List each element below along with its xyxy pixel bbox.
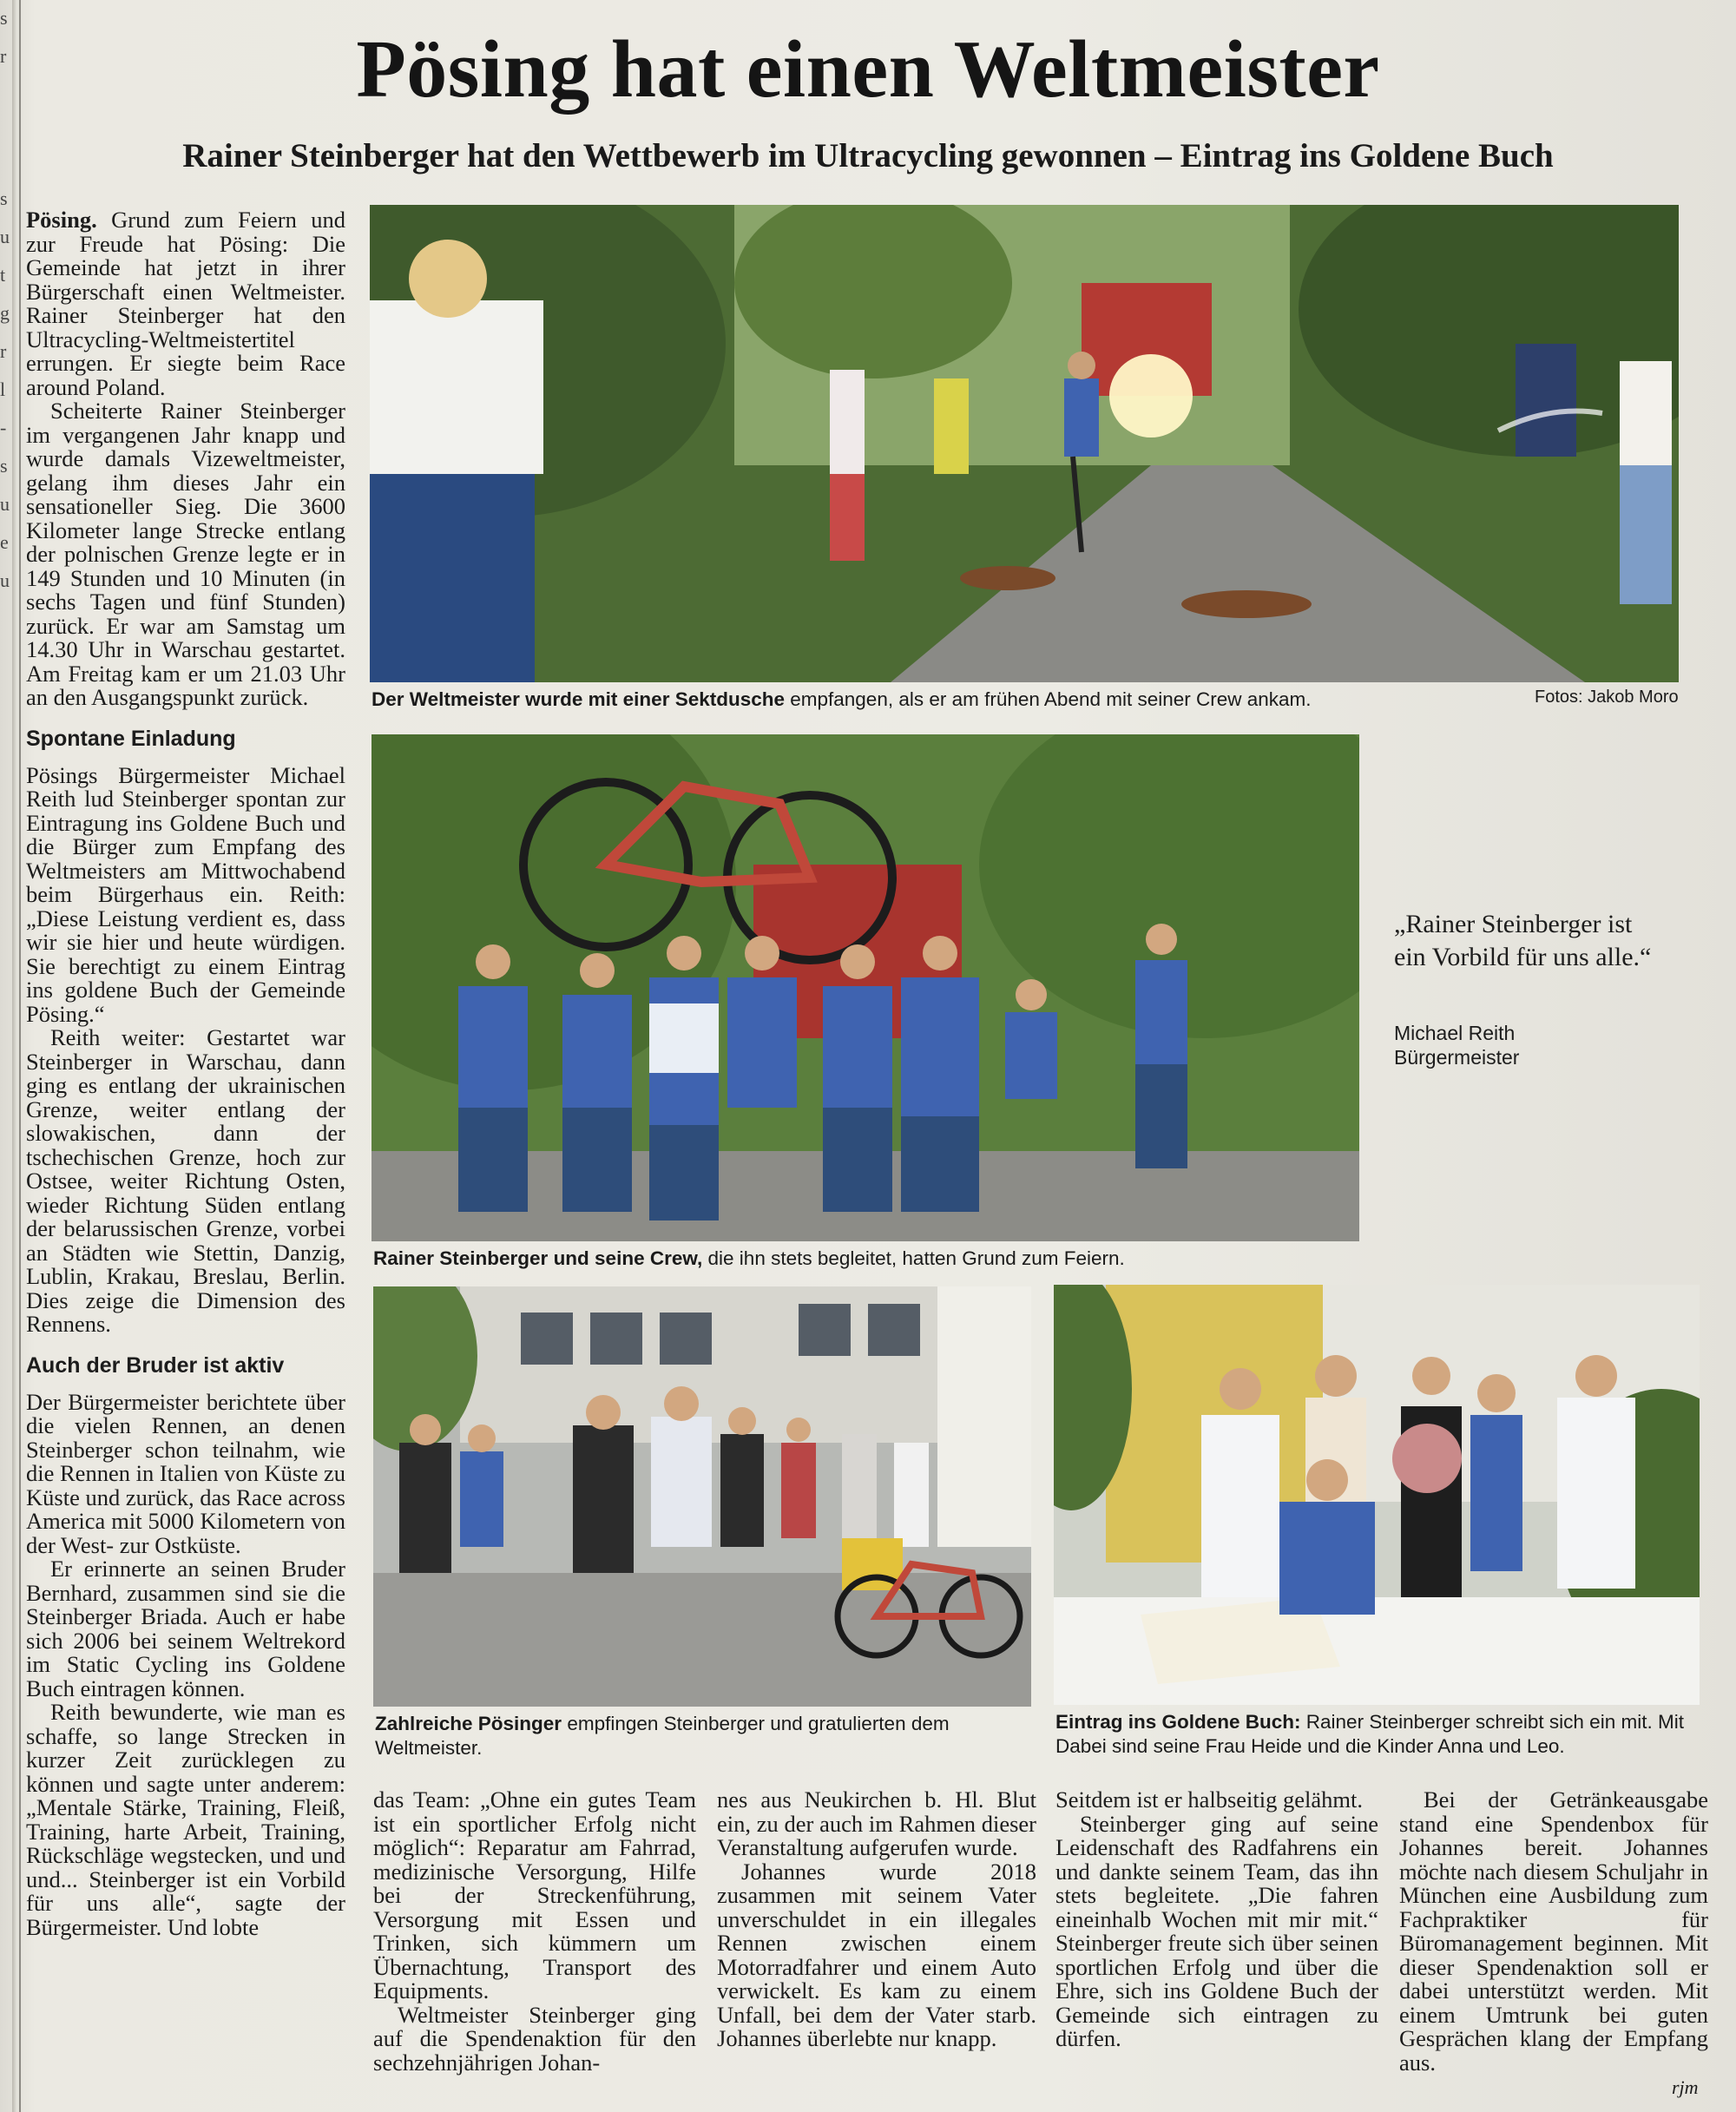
edge-fragment-letter: r	[0, 340, 7, 362]
adjacent-column-fragment	[0, 0, 12, 2112]
photo-caption-2: Rainer Steinberger und seine Crew, die ihn stets begleitet, hatten Grund zum Feiern.	[373, 1247, 1125, 1269]
page-fold-shadow	[12, 0, 17, 2112]
photo-golden-book-signing	[1054, 1285, 1700, 1705]
photo-champagne-shower	[370, 205, 1679, 682]
article-headline: Pösing hat einen Weltmeister	[356, 24, 1380, 115]
edge-fragment-letter: s	[0, 7, 8, 29]
edge-fragment-letter: s	[0, 455, 8, 477]
paragraph: nes aus Neukirchen b. Hl. Blut ein, zu der auch im Rahmen dieser Veranstaltung aufgerufen wurde.	[717, 1786, 1036, 1860]
paragraph: Er erinnerte an seinen Bruder Bernhard, zusammen sind sie die Steinberger Briada. Auch er habe sich 2006 bei seinem Weltrekord im Static Cycling ins Goldene Buch eintragen können.	[26, 1556, 345, 1701]
column-rule	[19, 0, 21, 2112]
paragraph: Reith bewunderte, wie man es schaffe, so lange Strecken in kurzer Zeit zurücklegen zu können und sagte unter anderem: „Mentale Stärke, Training, Fleiß, Training, harte Arbeit, Training, Rückschläge wegstecken, und und und... Steinberger ist ein Vorbild für uns alle“, sagte der Bürgermeister. Und lobte	[26, 1699, 345, 1940]
paragraph: Weltmeister Steinberger ging auf die Spendenaktion für den sechzehnjährigen Johan-	[373, 2001, 696, 2076]
edge-fragment-letter: -	[0, 417, 7, 438]
pull-quote-attribution	[1394, 1021, 1654, 1069]
photo-crew-with-bike	[372, 734, 1359, 1241]
author-signature: rjm	[1672, 2076, 1699, 2098]
paragraph: Pösing. Grund zum Feiern und zur Freude hat Pösing: Die Gemeinde hat jetzt in ihrer Bürgerschaft einen Weltmeister. Rainer Steinberger hat den Ultracycling-Weltmeistertitel errungen. Er siegte beim Race around Poland.	[26, 207, 345, 400]
edge-fragment-letter: u	[0, 226, 10, 247]
quote-author-role: Bürgermeister	[1394, 1046, 1520, 1069]
edge-fragment-letter: s	[0, 188, 8, 209]
article-subheadline: Rainer Steinberger hat den Wettbewerb im Ultracycling gewonnen – Eintrag ins Goldene Buch	[182, 137, 1554, 174]
edge-fragment-letter: u	[0, 569, 10, 591]
paragraph: Steinberger ging auf seine Leidenschaft des Radfahrens ein und dankte seinem Team, das ihn stets begleitete. „Die fahren eineinhalb Wochen mit mir mit.“ Steinberger freute sich über seinen sportlichen Erfolg und über die Ehre, sich ins Goldene Buch der Gemeinde sich eintragen zu dürfen.	[1055, 1810, 1378, 2051]
section-heading: Auch der Bruder ist aktiv	[26, 1352, 285, 1378]
text-column-5	[1399, 1788, 1708, 2075]
paragraph: Der Bürgermeister berichtete über die vielen Rennen, an denen Steinberger schon teilnahm, wie die Rennen in Italien von Küste zu Küste und zurück, das Race across America mit 5000 Kilometern von der West- zur Ostküste.	[26, 1388, 345, 1558]
edge-fragment-letter: u	[0, 493, 10, 515]
section-heading: Spontane Einladung	[26, 726, 236, 751]
paragraph: Pösings Bürgermeister Michael Reith lud Steinberger spontan zur Eintragung ins Goldene Buch und die Bürger zum Empfang des Weltmeisters am Mittwochabend beim Bürgerhaus ein. Reith: „Diese Leistung verdient es, dass wir sie hier und heute würdigen. Sie berechtigt zu einem Eintrag ins goldene Buch der Gemeinde Pösing.“	[26, 761, 345, 1027]
pull-quote: „Rainer Steinberger ist ein Vorbild für uns alle.“	[1394, 910, 1652, 971]
paragraph: Reith weiter: Gestartet war Steinberger in Warschau, dann ging es entlang der ukrainischen Grenze, weiter entlang der slowakischen, dann der tschechischen Grenze, hoch zur Ostsee, weiter Richtung Osten, wieder Richtung Süden entlang der belarussischen Grenze, vorbei an Städten wie Stettin, Danzig, Lublin, Krakau, Breslau, Berlin. Dies zeige die Dimension des Rennens.	[26, 1024, 345, 1337]
text-column-2	[373, 1788, 696, 2075]
photo-caption-4: Eintrag ins Goldene Buch: Rainer Steinberger schreibt sich ein mit. Mit Dabei sind seine Frau Heide und die Kinder Anna und Leo.	[1055, 1711, 1684, 1757]
photo-caption-3: Zahlreiche Pösinger empfingen Steinberger und gratulierten dem Weltmeister.	[375, 1713, 950, 1759]
paragraph: Bei der Getränkeausgabe stand eine Spendenbox für Johannes bereit. Johannes möchte nach diesem Schuljahr in München eine Ausbildung zum Fachpraktiker für Büromanagement beginnen. Mit dieser Spendenaktion soll er dabei unterstützt werden. Mit einem Umtrunk bei guten Gesprächen klang der Empfang aus.	[1399, 1786, 1708, 2076]
photo-caption-1: Der Weltmeister wurde mit einer Sektdusche empfangen, als er am frühen Abend mit seiner Crew ankam.	[372, 688, 1312, 710]
edge-fragment-letter: l	[0, 378, 6, 400]
text-column-4	[1055, 1788, 1378, 2051]
edge-fragment-letter: r	[0, 45, 7, 67]
photo-credit: Fotos: Jakob Moro	[1535, 688, 1679, 707]
edge-fragment-letter: t	[0, 264, 6, 286]
text-column-3	[717, 1788, 1036, 2051]
text-column-1	[26, 208, 345, 1939]
edge-fragment-letter: g	[0, 302, 10, 324]
paragraph: Scheiterte Rainer Steinberger im vergangenen Jahr knapp und wurde damals Vizeweltmeister, gelang ihm dieses Jahr ein sensationeller Sieg. Die 3600 Kilometer lange Strecke entlang der polnischen Grenze legte er in 149 Stunden und 10 Minuten (in sechs Tagen und fünf Stunden) zurück. Er war am Samstag um 14.30 Uhr in Warschau gestartet. Am Freitag kam er um 21.03 Uhr an den Ausgangspunkt zurück.	[26, 398, 345, 710]
edge-fragment-letter: e	[0, 531, 9, 553]
paragraph: das Team: „Ohne ein gutes Team ist ein sportlicher Erfolg nicht möglich“: Reparatur am Fahrrad, medizinische Versorgung, Hilfe bei der Streckenführung, Versorgung mit Essen und Trinken, sich kümmern um Übernachtung, Transport des Equipments.	[373, 1786, 696, 2003]
quote-author: Michael Reith	[1394, 1022, 1516, 1044]
dateline: Pösing.	[26, 207, 97, 233]
paragraph: Seitdem ist er halbseitig gelähmt.	[1055, 1786, 1363, 1813]
paragraph: Johannes wurde 2018 zusammen mit seinem Vater unverschuldet in ein illegales Rennen zwischen einem Motorradfahrer und einem Auto verwickelt. Es kam zu einem Unfall, bei dem der Vater starb. Johannes überlebte nur knapp.	[717, 1858, 1036, 2051]
photo-crowd-welcome	[373, 1286, 1031, 1707]
